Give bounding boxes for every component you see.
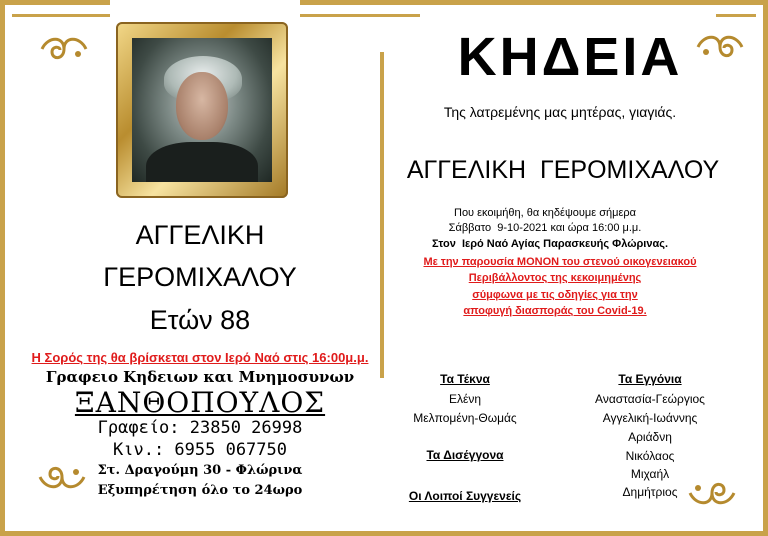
child-name: Ελένη: [448, 392, 482, 406]
restriction-line3: σύμφωνα με τις οδηγίες για την: [472, 289, 638, 301]
grandchild-name: Αγγελική-Ιωάννης: [602, 411, 698, 425]
child-name: Μελπομένη-Θωμάς: [413, 411, 517, 425]
frame-top-left: [0, 0, 110, 5]
deceased-name-line1: ΑΓΓΕΛΙΚΗ: [135, 220, 265, 250]
children-heading: Τα Τέκνα: [440, 372, 490, 386]
info-line2: Σάββατο 9-10-2021 και ώρα 16:00 μ.μ.: [448, 222, 642, 234]
viewing-notice: Η Σορός της θα βρίσκεται στον Ιερό Ναό στις 16:00μ.μ.: [31, 350, 369, 365]
grandchild-name: Αναστασία-Γεώργιος: [595, 392, 705, 406]
frame-top-left-inner: [12, 14, 110, 17]
ornament-top-left-icon: [38, 34, 90, 64]
grandchildren-heading: Τα Εγγόνια: [618, 372, 682, 386]
deceased-age: Ετών 88: [149, 305, 251, 335]
mobile-phone: Κιν.: 6955 067750: [113, 440, 287, 460]
deceased-name-line2: ΓΕΡΟΜΙΧΑΛΟΥ: [103, 262, 297, 292]
frame-top-right-inner: [716, 14, 756, 17]
info-line1: Που εκοιμήθη, θα κηδέψουμε σήμερα: [454, 207, 636, 219]
restriction-line1: Με την παρουσία ΜΟΝΟΝ του στενού οικογενειακού: [423, 256, 697, 268]
great-grandchildren-heading: Τα Δισέγγονα: [426, 448, 504, 462]
frame-right: [763, 0, 768, 536]
subtitle: Της λατρεμένης μας μητέρας, γιαγιάς.: [443, 104, 677, 120]
grandchild-name: Νικόλαος: [625, 449, 675, 463]
grandchild-name: Δημήτριος: [622, 485, 678, 499]
frame-top-right: [300, 0, 768, 5]
office-address: Στ. Δραγούμη 30 - Φλώρινα: [97, 463, 303, 478]
deceased-name-header: ΑΓΓΕΛΙΚΗ ΓΕΡΟΜΙΧΑΛΟΥ: [406, 156, 720, 184]
relatives-heading: Οι Λοιποί Συγγενείς: [408, 489, 522, 503]
portrait-photo: [132, 38, 272, 182]
office-phone: Γραφείο: 23850 26998: [97, 418, 303, 438]
portrait-frame: [116, 22, 288, 198]
restriction-line2: Περιβάλλοντος της κεκοιμημένης: [468, 272, 642, 284]
page-title: ΚΗΔΕΙΑ: [457, 27, 683, 87]
office-title: Γραφειο Κηδειων και Μνημοσυνων: [45, 368, 355, 386]
info-line3: Στον Ιερό Ναό Αγίας Παρασκευής Φλώρινας.: [431, 238, 669, 250]
frame-left: [0, 0, 5, 536]
grandchild-name: Αριάδνη: [628, 430, 672, 444]
office-brand: ΞΑΝΘΟΠΟΥΛΟΣ: [74, 386, 326, 419]
office-service: Εξυπηρέτηση όλο το 24ωρο: [97, 483, 303, 498]
restriction-line4: αποφυγή διασποράς του Covid-19.: [463, 305, 647, 317]
frame-top-middle-inner: [300, 14, 420, 17]
grandchild-name: Μιχαήλ: [630, 467, 670, 481]
frame-bottom: [0, 531, 768, 536]
